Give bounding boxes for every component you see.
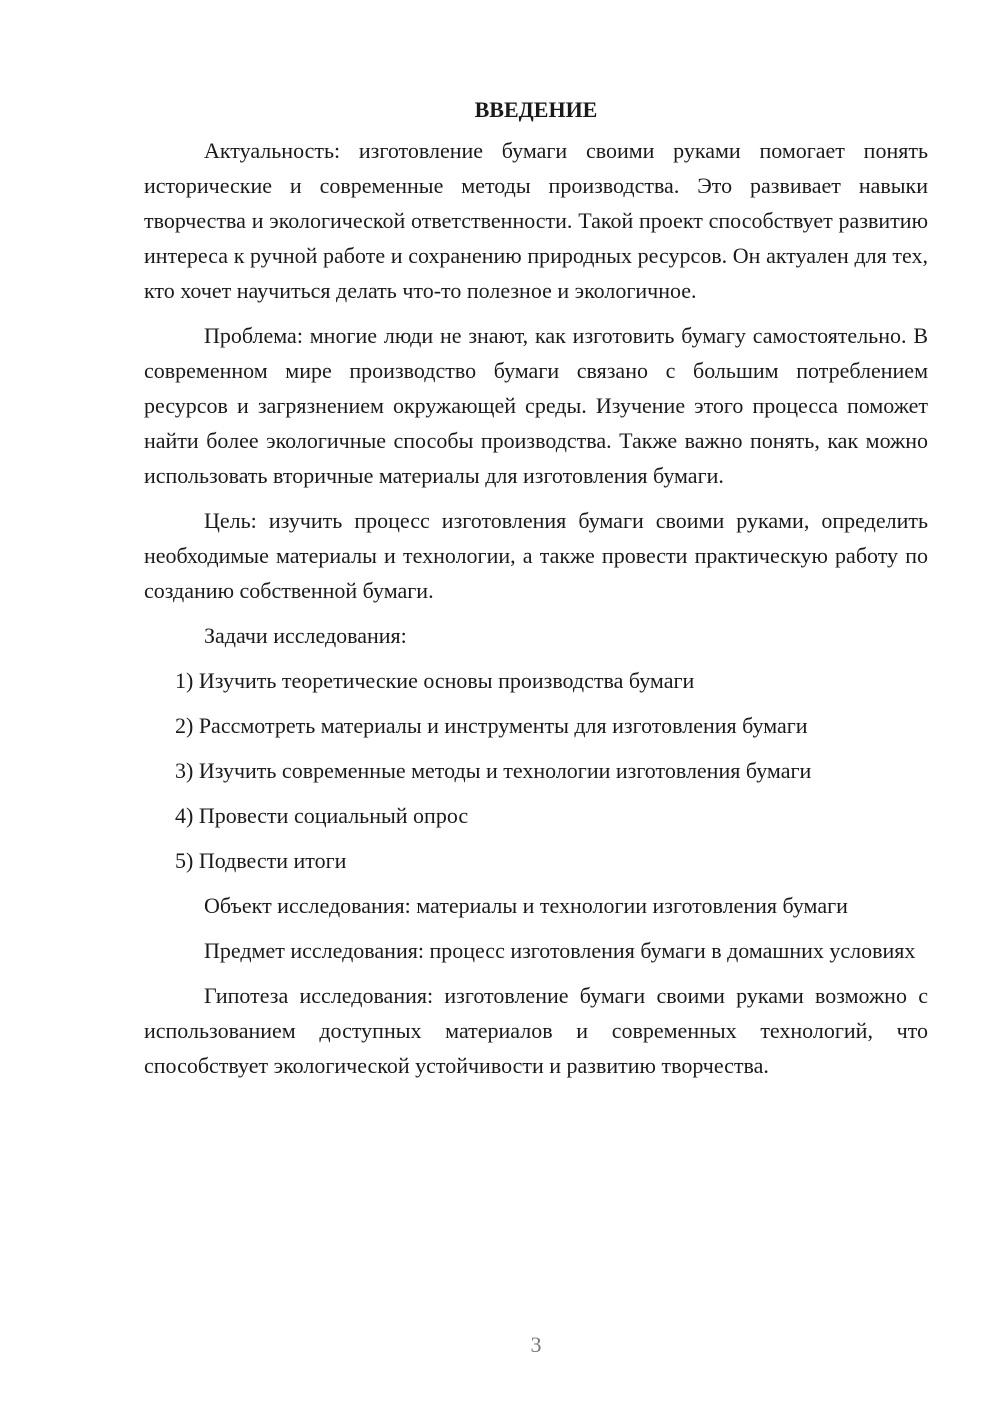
paragraph-subject: Предмет исследования: процесс изготовления бумаги в домашних условиях	[204, 938, 916, 963]
page-number: 3	[530, 1332, 542, 1357]
tasks-list	[144, 663, 928, 878]
task-item: 4) Провести социальный опрос	[175, 803, 469, 828]
paragraph-problem: Проблема: многие люди не знают, как изготовить бумагу самостоятельно. В современном мире производство бумаги связано с большим потреблением ресурсов и загрязнением окружающей среды. Изучение этого процесса поможет найти более экологичные способы производства. Также важно понять, как можно использовать вторичные материалы для изготовления бумаги.	[144, 323, 928, 488]
paragraph-goal: Цель: изучить процесс изготовления бумаги своими руками, определить необходимые материалы и технологии, а также провести практическую работу по созданию собственной бумаги.	[144, 508, 928, 603]
tasks-heading: Задачи исследования:	[204, 623, 407, 648]
paragraph-hypothesis: Гипотеза исследования: изготовление бумаги своими руками возможно с использованием доступных материалов и современных технологий, что способствует экологической устойчивости и развитию творчества.	[144, 983, 928, 1078]
document-page	[144, 92, 928, 1093]
task-item: 5) Подвести итоги	[175, 848, 347, 873]
paragraph-relevance: Актуальность: изготовление бумаги своими руками помогает понять исторические и современные методы производства. Это развивает навыки творчества и экологической ответственности. Такой проект способствует развитию интереса к ручной работе и сохранению природных ресурсов. Он актуален для тех, кто хочет научиться делать что-то полезное и экологичное.	[144, 138, 928, 303]
section-title: ВВЕДЕНИЕ	[474, 97, 598, 122]
task-item: 1) Изучить теоретические основы производства бумаги	[175, 668, 695, 693]
task-item: 2) Рассмотреть материалы и инструменты для изготовления бумаги	[175, 713, 808, 738]
paragraph-object: Объект исследования: материалы и технологии изготовления бумаги	[204, 893, 848, 918]
task-item: 3) Изучить современные методы и технологии изготовления бумаги	[175, 758, 812, 783]
